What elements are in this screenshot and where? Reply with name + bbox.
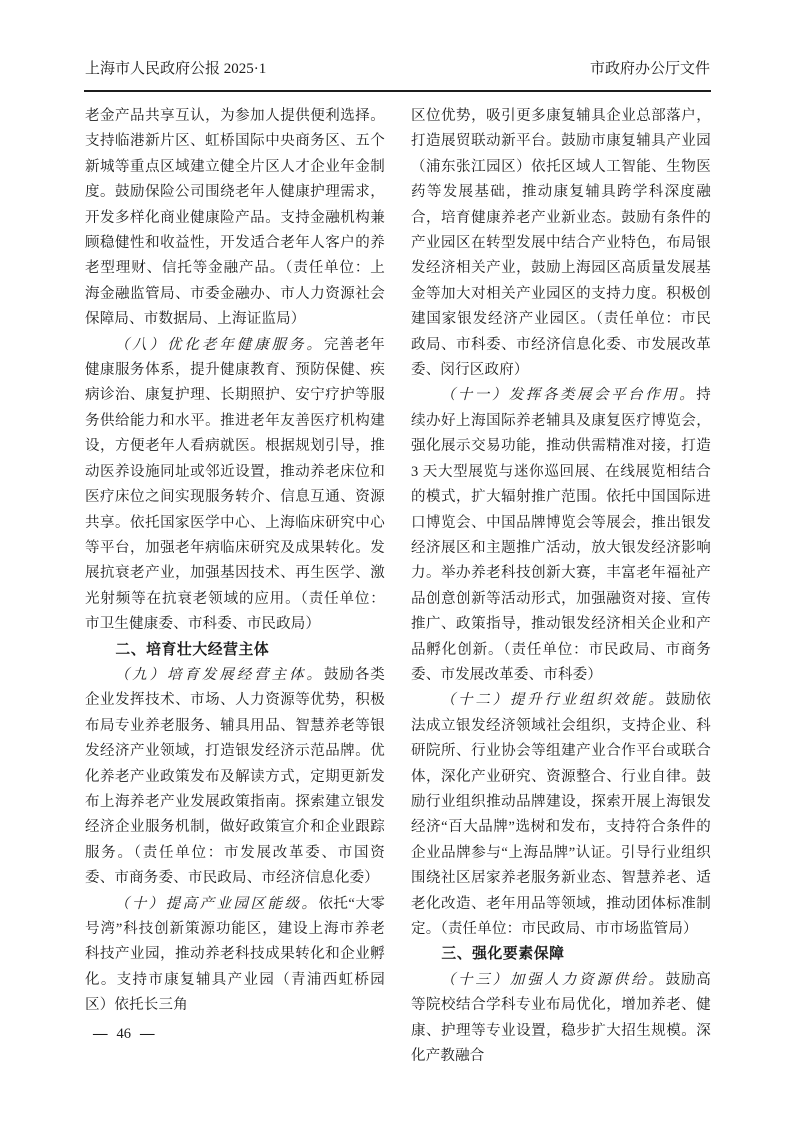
left-column — [85, 104, 385, 1069]
paragraph-text: 区位优势，吸引更多康复辅具企业总部落户，打造展贸联动新平台。鼓励市康复辅具产业园（浦东张江园区）依托区域人工智能、生物医药等发展基础，推动康复辅具跨学科深度融合，培育健康养老产业新业态。鼓励有条件的产业园区在转型发展中结合产业特色，布局银发经济相关产业，鼓励上海园区高质量发展基金等加大对相关产业园区的支持力度。积极创建国家银发经济产业园区。（责任单位：市民政局、市科委、市经济信息化委、市发展改革委、闵行区政府） — [411, 108, 711, 379]
paragraph-text: 持续办好上海国际养老辅具及康复医疗博览会，强化展示交易功能，推动供需精准对接，打造 3 天大型展览与迷你巡回展、在线展览相结合的模式，扩大辐射推广范围。依托中国国际进口博览会、中国品牌博览会等展会，推出银发经济展区和主题推广活动，放大银发经济影响力。举办养老科技创新大赛，丰富老年福祉产品创意创新等活动形式，加强融资对接、宣传推广、政策指导，推动银发经济相关企业和产品孵化创新。（责任单位：市民政局、市商务委、市发展改革委、市科委） — [411, 387, 711, 683]
paragraph-item-10-industrial-parks — [85, 892, 385, 1019]
paragraph-item-9-business-entities — [85, 663, 385, 892]
paragraph-industrial-parks-continued — [411, 104, 711, 383]
section-heading-2: 二、培育壮大经营主体 — [115, 641, 270, 658]
paragraph-pension-finance — [85, 104, 385, 333]
document-type-label: 市政府办公厅文件 — [589, 61, 710, 77]
paragraph-item-11-expo-platforms — [411, 383, 711, 688]
paragraph-text: 完善老年健康服务体系，提升健康教育、预防保健、疾病诊治、康复护理、长期照护、安宁疗护等服务供给能力和水平。推进老年友善医疗机构建设，方便老年人看病就医。根据规划引导，推动医养设施同址或邻近设置，推动养老床位和医疗床位之间实现服务转介、信息互通、资源共享。依托国家医学中心、上海临床研究中心等平台，加强老年病临床研究及成果转化。发展抗衰老产业，加强基因技术、再生医学、激光射频等在抗衰老领域的应用。（责任单位：市卫生健康委、市科委、市民政局） — [85, 336, 385, 633]
paragraph-lead: （八）优化老年健康服务。 — [114, 336, 324, 353]
right-column — [411, 104, 711, 1069]
paragraph-lead: （十二）提升行业组织效能。 — [440, 692, 666, 709]
paragraph-lead: （十）提高产业园区能级。 — [114, 895, 319, 912]
paragraph-item-12-industry-organizations — [411, 688, 711, 942]
page-footer — [93, 1024, 155, 1044]
gazette-title: 上海市人民政府公报 2025·1 — [85, 61, 267, 77]
section-heading-3: 三、强化要素保障 — [441, 946, 565, 963]
header-rule — [84, 90, 711, 92]
paragraph-text: 鼓励依法成立银发经济领域社会组织，支持企业、科研院所、行业协会等组建产业合作平台或联合体，深化产业研究、资源整合、行业自律。鼓励行业组织推动品牌建设，探索开展上海银发经济“百大品牌”选树和发布，支持符合条件的企业品牌参与“上海品牌”认证。引导行业组织围绕社区居家养老服务新业态、智慧养老、适老化改造、老年用品等领域，推动团体标准制定。（责任单位：市民政局、市市场监管局） — [411, 692, 711, 937]
paragraph-text: 鼓励各类企业发挥技术、市场、人力资源等优势，积极布局专业养老服务、辅具用品、智慧养老等银发经济产业领域，打造银发经济示范品牌。优化养老产业政策发布及解读方式，定期更新发布上海养老产业发展政策指南。探索建立银发经济企业服务机制，做好政策宣介和企业跟踪服务。（责任单位：市发展改革委、市国资委、市商务委、市民政局、市经济信息化委） — [85, 666, 385, 887]
paragraph-text: 鼓励高等院校结合学科专业布局优化，增加养老、健康、护理等专业设置，稳步扩大招生规模。深化产教融合 — [411, 971, 711, 1065]
page-number: 46 — [116, 1026, 131, 1042]
page-header — [85, 60, 710, 78]
paragraph-item-8-health-services — [85, 333, 385, 638]
footer-dash-left: — — [93, 1026, 108, 1042]
paragraph-text: 老金产品共享互认，为参加人提供便利选择。支持临港新片区、虹桥国际中央商务区、五个新城等重点区域建立健全片区人才企业年金制度。鼓励保险公司围绕老年人健康护理需求，开发多样化商业健康险产品。支持金融机构兼顾稳健性和收益性，开发适合老年人客户的养老型理财、信托等金融产品。（责任单位：上海金融监管局、市委金融办、市人力资源社会保障局、市数据局、上海证监局） — [85, 108, 385, 328]
paragraph-text: 依托“大零号湾”科技创新策源功能区，建设上海市养老科技产业园，推动养老科技成果转化和企业孵化。支持市康复辅具产业园（青浦西虹桥园区）依托长三角 — [85, 895, 385, 1014]
footer-dash-right: — — [140, 1026, 155, 1042]
paragraph-lead: （九）培育发展经营主体。 — [114, 666, 324, 683]
paragraph-item-13-human-resources — [411, 968, 711, 1070]
content-columns — [85, 104, 711, 1069]
paragraph-lead: （十一）发挥各类展会平台作用。 — [440, 387, 697, 404]
paragraph-lead: （十三）加强人力资源供给。 — [440, 971, 666, 988]
